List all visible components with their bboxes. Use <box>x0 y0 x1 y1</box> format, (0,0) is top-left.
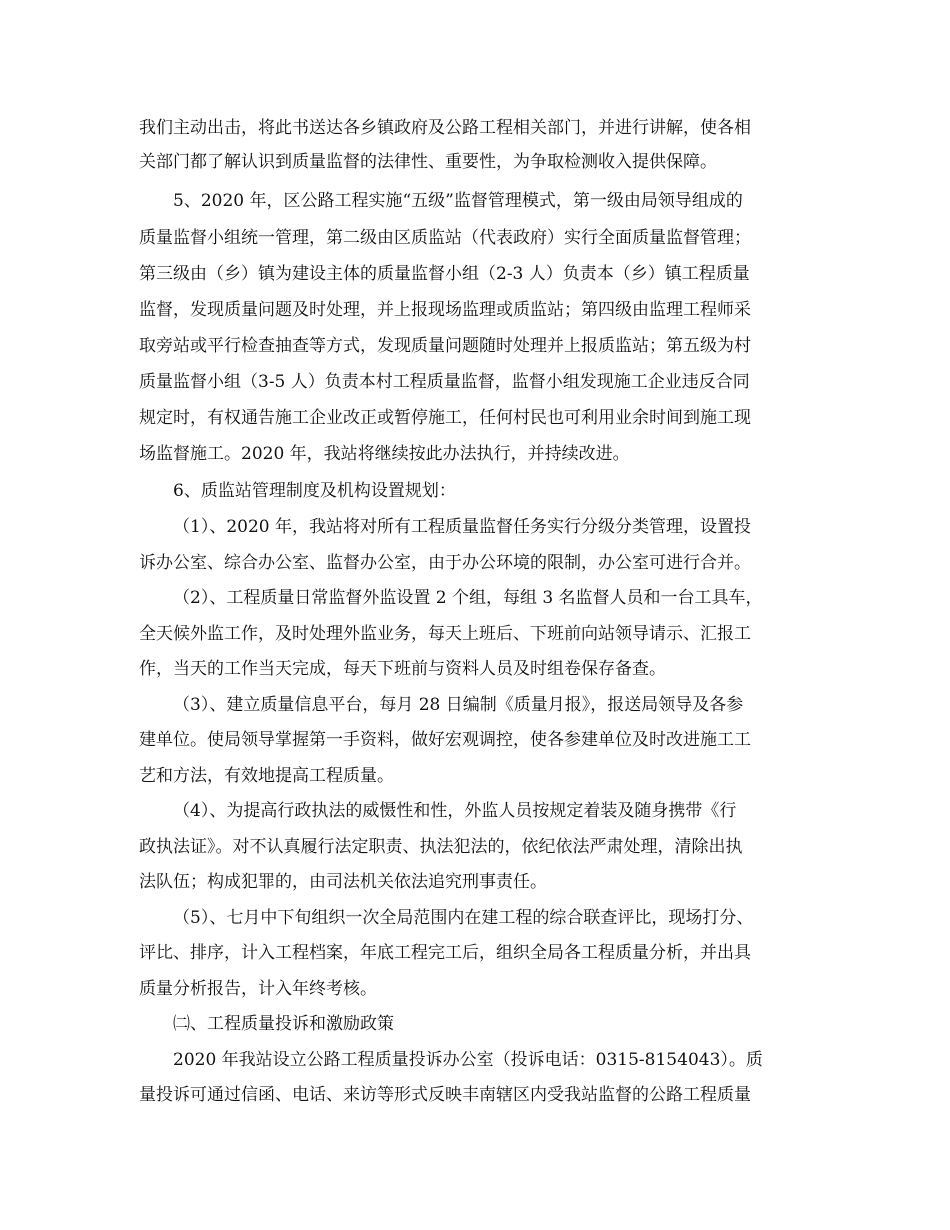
text-line <box>0 1043 950 1077</box>
text-line-content: 政执法证》。对不认真履行法定职责、执法犯法的，依纪依法严肃处理，清除出执 <box>139 837 743 857</box>
text-line-content: 6、质监站管理制度及机构设置规划： <box>173 481 456 501</box>
text-line-content: 第三级由（乡）镇为建设主体的质量监督小组（2-3 人）负责本（乡）镇工程质量 <box>139 264 750 284</box>
text-line-content: 质量监督小组（3-5 人）负责本村工程质量监督，监督小组发现施工企业违反合同 <box>139 372 750 392</box>
text-line-content: 法队伍；构成犯罪的，由司法机关依法追究刑事责任。 <box>139 872 547 892</box>
text-line <box>0 401 950 435</box>
text-line <box>0 184 950 218</box>
text-line <box>0 865 950 899</box>
text-line <box>0 365 950 399</box>
text-line <box>0 759 950 793</box>
text-line-content: 取旁站或平行检查抽查等方式，发现质量问题随时处理并上报质监站；第五级为村 <box>139 336 751 356</box>
text-line <box>0 111 950 145</box>
text-line <box>0 1078 950 1112</box>
text-line-content: （3）、建立质量信息平台，每月 28 日编制《质量月报》，报送局领导及各参 <box>173 695 744 715</box>
text-line-content: 规定时，有权通告施工企业改正或暂停施工，任何村民也可利用业余时间到施工现 <box>139 408 751 428</box>
section-heading <box>0 1007 950 1041</box>
text-line-content: 量投诉可通过信函、电话、来访等形式反映丰南辖区内受我站监督的公路工程质量 <box>139 1085 751 1105</box>
text-line <box>0 329 950 363</box>
text-line-content: 艺和方法，有效地提高工程质量。 <box>139 766 394 786</box>
text-line <box>0 901 950 935</box>
text-line-content: （5）、七月中下旬组织一次全局范围内在建工程的综合联查评比，现场打分、 <box>173 908 754 928</box>
text-line <box>0 794 950 828</box>
text-line-content: 关部门都了解认识到质量监督的法律性、重要性，为争取检测收入提供保障。 <box>139 152 717 172</box>
text-line-content: 我们主动出击，将此书送达各乡镇政府及公路工程相关部门，并进行讲解，使各相 <box>139 118 751 138</box>
text-line <box>0 830 950 864</box>
text-line <box>0 617 950 651</box>
text-line-content: 监督，发现质量问题及时处理，并上报现场监理或质监站；第四级由监理工程师采 <box>139 300 751 320</box>
text-line-content: ㈡、工程质量投诉和激励政策 <box>173 1014 394 1034</box>
text-line-content: 场监督施工。2020 年，我站将继续按此办法执行，并持续改进。 <box>139 444 630 464</box>
text-line-content: 2020 年我站设立公路工程质量投诉办公室（投诉电话：0315-8154043）。质 <box>173 1050 763 1070</box>
text-line-content: 5、2020 年，区公路工程实施“五级”监督管理模式，第一级由局领导组成的 <box>173 191 743 211</box>
text-line <box>0 145 950 179</box>
text-line <box>0 437 950 471</box>
text-line-content: 建单位。使局领导掌握第一手资料，做好宏观调控，使各参建单位及时改进施工工 <box>139 730 751 750</box>
text-line <box>0 936 950 970</box>
text-line <box>0 546 950 580</box>
text-line <box>0 257 950 291</box>
text-line <box>0 221 950 255</box>
text-line-content: 作，当天的工作当天完成，每天下班前与资料人员及时组卷保存备查。 <box>139 659 666 679</box>
text-line-content: 质量监督小组统一管理，第二级由区质监站（代表政府）实行全面质量监督管理； <box>139 228 751 248</box>
text-line <box>0 293 950 327</box>
text-line-content: 评比、排序，计入工程档案，年底工程完工后，组织全局各工程质量分析，并出具 <box>139 943 751 963</box>
text-line <box>0 510 950 544</box>
text-line-content: （4）、为提高行政执法的威慑性和性，外监人员按规定着装及随身携带《行 <box>173 801 737 821</box>
text-line-content: 全天候外监工作，及时处理外监业务，每天上班后、下班前向站领导请示、汇报工 <box>139 624 751 644</box>
text-line <box>0 688 950 722</box>
text-line-content: 质量分析报告，计入年终考核。 <box>139 979 377 999</box>
text-line <box>0 474 950 508</box>
text-line-content: （1）、2020 年，我站将对所有工程质量监督任务实行分级分类管理，设置投 <box>173 517 751 537</box>
text-line-content: （2）、工程质量日常监督外监设置 2 个组，每组 3 名监督人员和一台工具车， <box>173 588 763 608</box>
text-line <box>0 972 950 1006</box>
text-line <box>0 723 950 757</box>
text-line <box>0 652 950 686</box>
text-line-content: 诉办公室、综合办公室、监督办公室，由于办公环境的限制，办公室可进行合并。 <box>139 553 751 573</box>
text-line <box>0 581 950 615</box>
